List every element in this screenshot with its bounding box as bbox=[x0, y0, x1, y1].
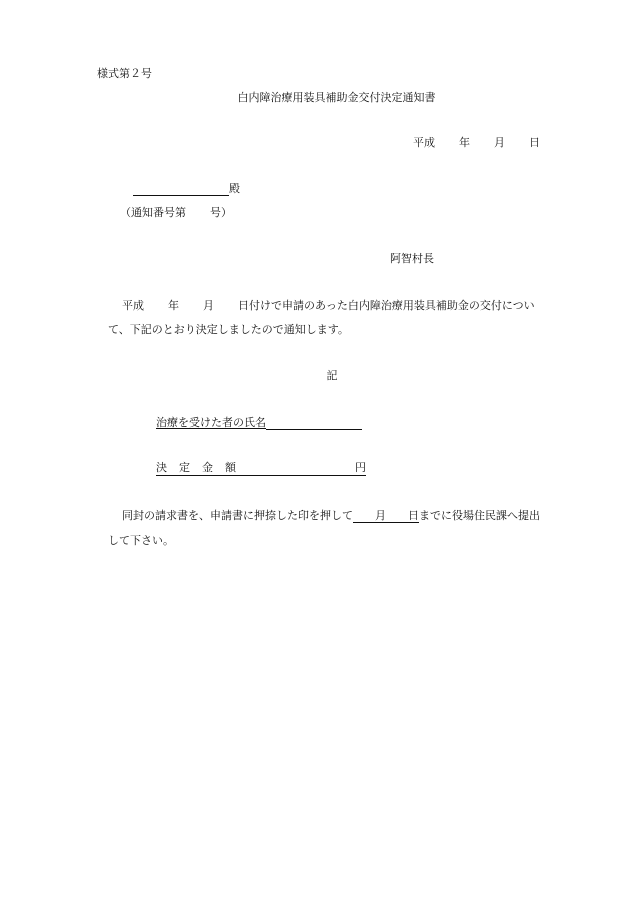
closing-day-unit: 日 bbox=[408, 509, 419, 522]
date-era: 平成 bbox=[413, 136, 435, 149]
body-line-1 bbox=[122, 299, 535, 313]
date-day-unit: 日 bbox=[529, 136, 540, 149]
body-line-1-rest: 日付けで申請のあった白内障治療用装具補助金の交付につい bbox=[238, 299, 535, 312]
addressee-line bbox=[133, 182, 240, 196]
date-year-unit: 年 bbox=[459, 136, 470, 149]
patient-name-blank bbox=[266, 417, 362, 430]
body-era: 平成 bbox=[122, 299, 144, 312]
notice-number bbox=[120, 206, 232, 220]
body-month-unit: 月 bbox=[203, 299, 214, 312]
body-line-2: て、下記のとおり決定しましたので通知します。 bbox=[108, 323, 349, 336]
ki-heading: 記 bbox=[326, 369, 338, 382]
date-month-unit: 月 bbox=[494, 136, 505, 149]
amount-unit: 円 bbox=[355, 461, 366, 474]
closing-pre: 同封の請求書を、申請書に押捺した印を押して bbox=[122, 509, 353, 522]
amount-underline bbox=[156, 461, 366, 476]
closing-line-2: して下さい。 bbox=[108, 534, 174, 547]
closing-month-unit: 月 bbox=[375, 509, 386, 522]
patient-name-item bbox=[156, 416, 362, 430]
amount-label: 決定金額 bbox=[156, 461, 248, 474]
notice-number-close: 号） bbox=[210, 206, 232, 219]
closing-post: までに役場住民課へ提出 bbox=[419, 509, 540, 522]
closing-date-blank bbox=[353, 509, 419, 523]
patient-name-label: 治療を受けた者の氏名 bbox=[156, 416, 266, 429]
addressee-blank bbox=[133, 183, 229, 196]
issuer-name: 阿智村長 bbox=[390, 252, 434, 265]
document-title: 白内障治療用装具補助金交付決定通知書 bbox=[237, 91, 436, 104]
date-line bbox=[413, 136, 540, 150]
amount-item bbox=[156, 461, 366, 480]
body-year-unit: 年 bbox=[168, 299, 179, 312]
notice-number-open: （通知番号第 bbox=[120, 206, 186, 219]
form-number: 様式第２号 bbox=[97, 67, 152, 80]
addressee-suffix: 殿 bbox=[229, 182, 240, 195]
closing-line-1 bbox=[122, 509, 540, 523]
